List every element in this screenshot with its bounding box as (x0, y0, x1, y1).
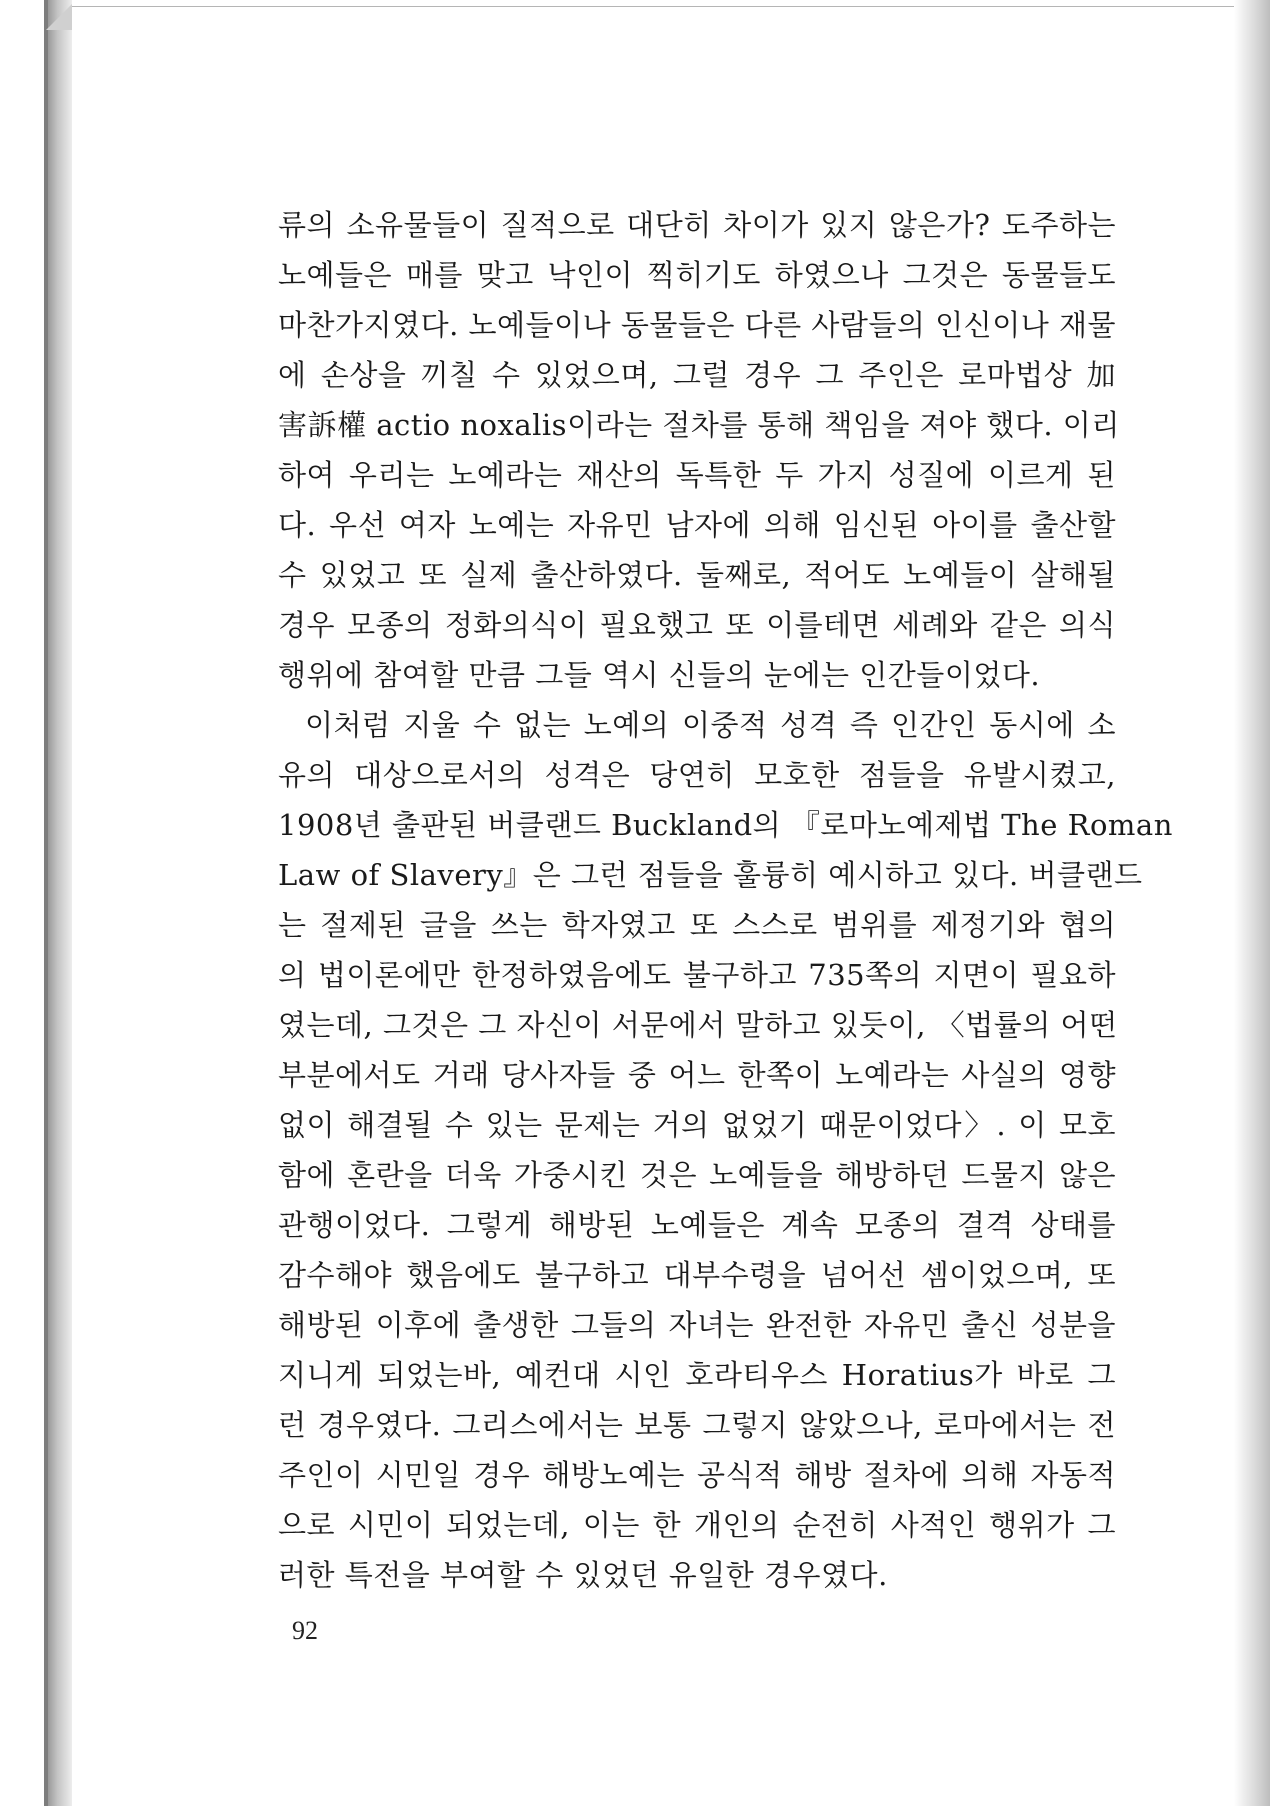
text-line: 없이 해결될 수 있는 문제는 거의 없었기 때문이었다〉. 이 모호 (278, 1108, 1116, 1142)
page-corner (46, 4, 72, 30)
page-edge-shadow (1234, 0, 1270, 1806)
text-line: 이처럼 지울 수 없는 노예의 이중적 성격 즉 인간인 동시에 소 (305, 708, 1116, 742)
text-line: 행위에 참여할 만큼 그들 역시 신들의 눈에는 인간들이었다. (278, 658, 1041, 692)
text-line: 는 절제된 글을 쓰는 학자였고 또 스스로 범위를 제정기와 협의 (278, 908, 1116, 942)
text-line: 으로 시민이 되었는데, 이는 한 개인의 순전히 사적인 행위가 그 (278, 1508, 1116, 1542)
body-text (278, 200, 1173, 1600)
text-line: 였는데, 그것은 그 자신이 서문에서 말하고 있듯이, 〈법률의 어떤 (278, 1008, 1118, 1042)
text-line: 害訴權 actio noxalis이라는 절차를 통해 책임을 져야 했다. 이리 (278, 408, 1120, 442)
text-line: 경우 모종의 정화의식이 필요했고 또 이를테면 세례와 같은 의식 (278, 608, 1116, 642)
text-line: 다. 우선 여자 노예는 자유민 남자에 의해 임신된 아이를 출산할 (278, 508, 1116, 542)
text-line: 부분에서도 거래 당사자들 중 어느 한쪽이 노예라는 사실의 영향 (278, 1058, 1116, 1092)
text-line: 감수해야 했음에도 불구하고 대부수령을 넘어선 셈이었으며, 또 (278, 1258, 1116, 1292)
text-line: 의 법이론에만 한정하였음에도 불구하고 735쪽의 지면이 필요하 (278, 958, 1116, 992)
paragraph-1 (278, 200, 1120, 700)
text-line: Law of Slavery』은 그런 점들을 훌륭히 예시하고 있다. 버클랜드 (278, 858, 1143, 892)
text-line: 런 경우였다. 그리스에서는 보통 그렇지 않았으나, 로마에서는 전 (278, 1408, 1116, 1442)
text-line: 수 있었고 또 실제 출산하였다. 둘째로, 적어도 노예들이 살해될 (278, 558, 1116, 592)
text-line: 함에 혼란을 더욱 가중시킨 것은 노예들을 해방하던 드물지 않은 (278, 1158, 1116, 1192)
text-line: 관행이었다. 그렇게 해방된 노예들은 계속 모종의 결격 상태를 (278, 1208, 1116, 1242)
text-line: 류의 소유물들이 질적으로 대단히 차이가 있지 않은가? 도주하는 (278, 208, 1116, 242)
text-line: 주인이 시민일 경우 해방노예는 공식적 해방 절차에 의해 자동적 (278, 1458, 1116, 1492)
page-number: 92 (292, 1616, 318, 1645)
text-line: 1908년 출판된 버클랜드 Buckland의 『로마노예제법 The Roman (278, 808, 1173, 842)
text-line: 하여 우리는 노예라는 재산의 독특한 두 가지 성질에 이르게 된 (278, 458, 1116, 492)
paragraph-2 (278, 700, 1173, 1600)
text-line: 해방된 이후에 출생한 그들의 자녀는 완전한 자유민 출신 성분을 (278, 1308, 1116, 1342)
text-line: 노예들은 매를 맞고 낙인이 찍히기도 하였으나 그것은 동물들도 (278, 258, 1116, 292)
book-spine (48, 0, 72, 1806)
text-line: 마찬가지였다. 노예들이나 동물들은 다른 사람들의 인신이나 재물 (278, 308, 1116, 342)
text-line: 유의 대상으로서의 성격은 당연히 모호한 점들을 유발시켰고, (278, 758, 1116, 792)
text-line: 러한 특전을 부여할 수 있었던 유일한 경우였다. (278, 1558, 888, 1592)
text-line: 에 손상을 끼칠 수 있었으며, 그럴 경우 그 주인은 로마법상 加 (278, 358, 1116, 392)
text-line: 지니게 되었는바, 예컨대 시인 호라티우스 Horatius가 바로 그 (278, 1358, 1116, 1392)
